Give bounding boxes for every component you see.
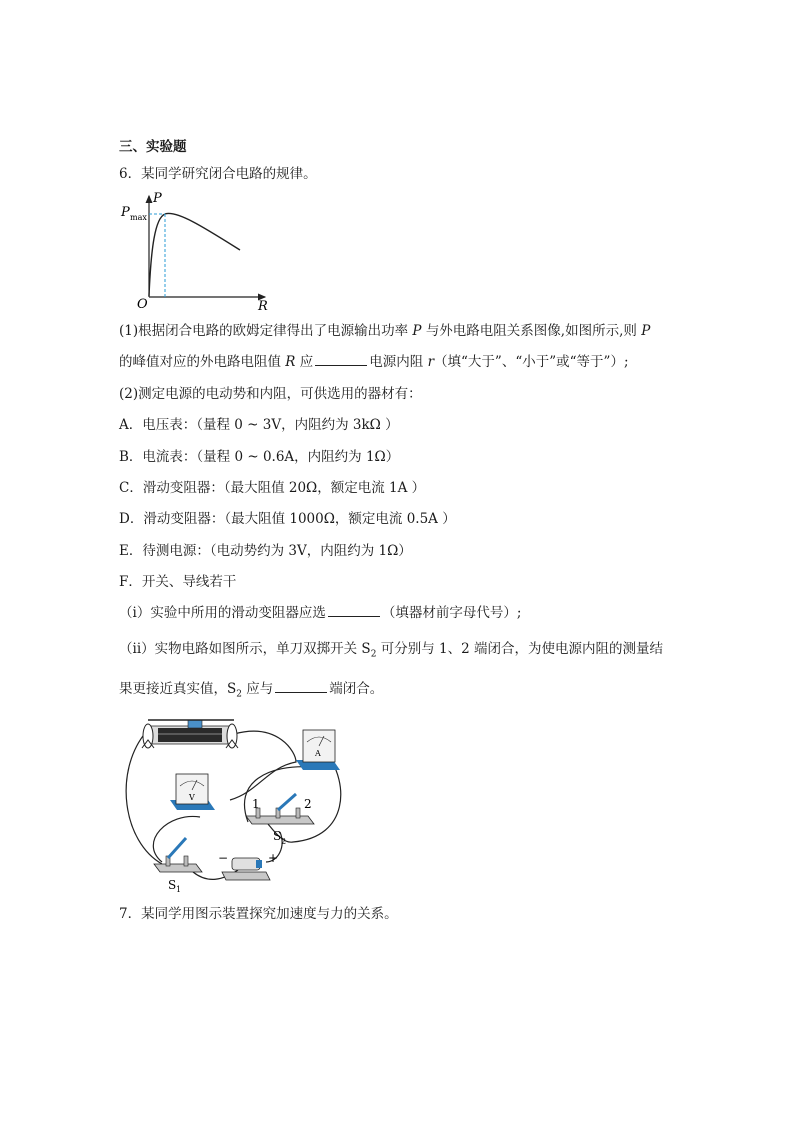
switch-s1 xyxy=(154,838,202,892)
svg-text:S: S xyxy=(168,878,177,892)
ammeter xyxy=(296,730,340,770)
answer-blank-1[interactable] xyxy=(315,353,367,366)
sub-question-ii-line-2: 果更接近真实值，$S_2$ 应与 端闭合。 xyxy=(119,681,384,700)
svg-text:V: V xyxy=(189,793,195,802)
switch-s2 xyxy=(246,794,314,846)
pmax-label: P xyxy=(121,205,130,220)
part-2-intro: (2)测定电源的电动势和内阻，可供选用的器材有： xyxy=(119,386,422,402)
svg-text:2: 2 xyxy=(304,797,312,811)
power-resistance-graph xyxy=(115,188,275,313)
answer-blank-2[interactable] xyxy=(328,604,380,617)
rheostat xyxy=(142,720,238,748)
svg-text:S: S xyxy=(273,829,282,843)
option-a: A．电压表：（量程 0 ~ 3V，内阻约为 3kΩ ） xyxy=(119,417,399,433)
answer-blank-3[interactable] xyxy=(275,680,327,693)
voltmeter xyxy=(170,774,215,810)
sub-question-i: （i）实验中所用的滑动变阻器应选 （填器材前字母代号）; xyxy=(119,605,522,621)
option-b: B．电流表：（量程 0 ~ 0.6A，内阻约为 1Ω） xyxy=(119,449,400,465)
part-1-line-2: 的峰值对应的外电路电阻值 R 应 电源内阻 r（填“大于”、“小于”或“等于”）; xyxy=(119,354,629,370)
question-7-stem: 7．某同学用图示装置探究加速度与力的关系。 xyxy=(119,906,398,922)
section-title: 三、实验题 xyxy=(119,139,187,155)
battery xyxy=(218,851,278,880)
power-curve xyxy=(149,213,240,296)
circuit-diagram xyxy=(118,712,363,892)
question-6-stem: 6．某同学研究闭合电路的规律。 xyxy=(119,166,317,182)
option-c: C．滑动变阻器：（最大阻值 20Ω，额定电流 1A ） xyxy=(119,480,426,496)
option-e: E．待测电源：（电动势约为 3V，内阻约为 1Ω） xyxy=(119,543,412,559)
option-f: F．开关、导线若干 xyxy=(119,574,237,590)
option-d: D．滑动变阻器：（最大阻值 1000Ω，额定电流 0.5A ） xyxy=(119,511,456,527)
svg-text:1: 1 xyxy=(176,885,182,892)
svg-text:1: 1 xyxy=(252,797,260,811)
x-axis-label: R xyxy=(258,299,268,313)
svg-text:+: + xyxy=(268,851,279,865)
y-axis-label: P xyxy=(153,191,162,206)
pmax-subscript: max xyxy=(130,213,147,222)
origin-label: O xyxy=(137,297,148,312)
svg-text:A: A xyxy=(315,749,321,758)
svg-text:2: 2 xyxy=(281,837,287,846)
part-1-line-1: (1)根据闭合电路的欧姆定律得出了电源输出功率 P 与外电路电阻关系图像,如图所示,则 P xyxy=(119,323,651,339)
sub-question-ii-line-1: （ii）实物电路如图所示，单刀双掷开关 $S_2$ 可分别与 1、2 端闭合，为使电源内阻的测量结 xyxy=(119,641,663,660)
svg-text:−: − xyxy=(218,851,229,865)
